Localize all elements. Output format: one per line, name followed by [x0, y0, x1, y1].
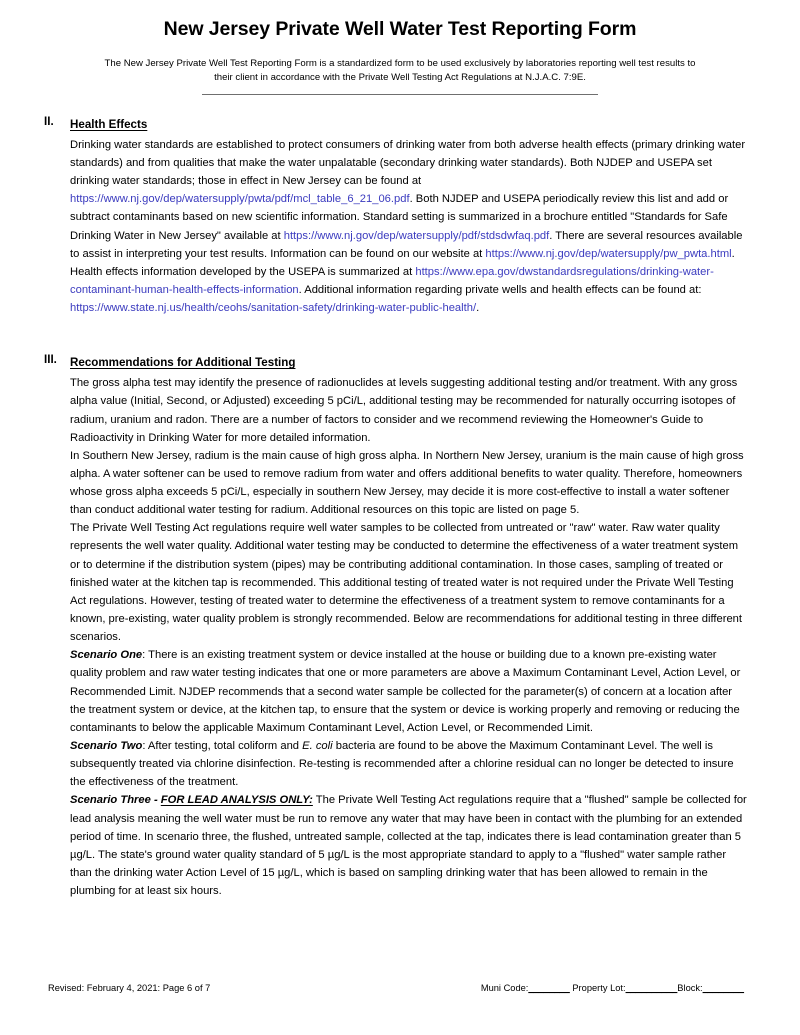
recommendations-paragraph-3: The Private Well Testing Act regulations require well water samples to be collected from untreated or "raw" water. Raw water quality represents the well water quality. Additional water testing may be conducted to determine the effectiveness of a water treatment system or to determine if the distribution system (pipes) may be contributing additional contamination. In those cases, sampling of treated or finished water at the kitchen tap is recommended. This additional testing of treated water is not required under the Private Well Testing Act regulations. However, testing of treated water to determine the effectiveness of a treatment system to remove contaminants for a known, pre-existing, water quality problem is strongly recommended. Below are recommendations for additional testing in three different scenarios.	[70, 522, 743, 644]
link-state-nj-drinking-water[interactable]: https://www.state.nj.us/health/ceohs/sanitation-safety/drinking-water-public-health/	[70, 302, 477, 315]
scenario-one-label: Scenario One	[70, 649, 143, 662]
link-mcl-table[interactable]: https://www.nj.gov/dep/watersupply/pwta/pdf/mcl_table_6_21_06.pdf	[70, 193, 410, 206]
property-lot-label: Property Lot:	[569, 983, 626, 993]
section-recommendations	[0, 353, 800, 900]
link-stdsdwfaq[interactable]: https://www.nj.gov/dep/watersupply/pdf/stdsdwfaq.pdf	[283, 229, 550, 242]
page-footer	[0, 983, 800, 993]
scenario-one-paragraph	[70, 646, 750, 737]
section-heading-health-effects: Health Effects	[70, 117, 148, 131]
document-subtitle: The New Jersey Private Well Test Reporting Form is a standardized form to be used exclusively by laboratories reporting well test results to their client in accordance with the Private Well Testing Act Regulations at N.J.A.C. 7:9E.	[104, 58, 696, 83]
recommendations-paragraph-2: In Southern New Jersey, radium is the main cause of high gross alpha. In Northern New Jersey, uranium is the main cause of high gross alpha. A water softener can be used to remove radium from water and offers additional benefits to water quality. Therefore, homeowners whose gross alpha exceeds 5 pCi/L, especially in southern New Jersey, may decide it is more cost-effective to install a water softener than conduct additional water testing for radium. Additional resources on this topic are listed on page 5.	[70, 449, 744, 517]
footer-revision-text: Revised: February 4, 2021: Page 6 of 7	[48, 983, 211, 993]
he-text-5: . Additional information regarding private wells and health effects can be found at:	[298, 283, 702, 296]
muni-code-label: Muni Code:	[480, 983, 529, 993]
section-health-effects	[0, 115, 800, 317]
he-text-2: . Both NJDEP and USEPA periodically review this list and add or subtract contaminants based on new scientific information. Standard setting is summarized in a brochure entitled "Standards for Safe Drinking Water in New Jersey" available at	[70, 193, 729, 242]
scenario-two-paragraph	[70, 737, 750, 791]
scenario-three-text: The Private Well Testing Act regulations require that a "flushed" sample be collected for lead analysis meaning the well water must be run to remove any water that may have been in contact with the plumbing for an extended period of time. In scenario three, the flushed, untreated sample, collected at the tap, indicates there is lead contamination greater than 5 µg/L. The state's ground water quality standard of 5 µg/L is the most appropriate standard to apply to a "flushed" water sample rather than the drinking water Action Level of 15 µg/L, which is based on sampling drinking water that has been allowed to remain in the plumbing for at least six hours.	[70, 794, 747, 898]
scenario-two-text-a: : After testing, total coliform and	[142, 740, 303, 753]
recommendations-paragraph-1: The gross alpha test may identify the presence of radionuclides at levels suggesting additional testing and/or treatment. With any gross alpha value (Initial, Second, or Adjusted) exceeding 5 pCi/L, additional testing may be recommended for naturally occurring isotopes of radium, uranium and radon. There are a number of factors to consider and we recommend reviewing the Homeowner's Guide to Radioactivity in Drinking Water for more detailed information.	[70, 377, 738, 444]
recommendations-body	[70, 374, 750, 900]
health-effects-paragraph	[70, 136, 750, 317]
health-effects-body	[70, 136, 750, 317]
property-lot-blank[interactable]: __________	[625, 983, 678, 993]
page-title: New Jersey Private Well Water Test Reporting Form	[163, 18, 637, 40]
scenario-one-text: : There is an existing treatment system or device installed at the house or building due to a known pre-existing water quality problem and raw water testing indicates that one or more parameters are above a Maximum Contaminant Level, Action Level, or Recommended Limit. NJDEP recommends that a second water sample be collected for the parameter(s) of concern at a location after the treatment system or device, at the kitchen tap, to ensure that the system or device is working properly and removing or reducing the contaminants to below the applicable Maximum Contaminant Level, Action Level, or Recommended Limit.	[70, 649, 741, 734]
scenario-three-emphasis: FOR LEAD ANALYSIS ONLY:	[160, 794, 313, 807]
link-epa-health-effects[interactable]: https://www.epa.gov/dwstandardsregulations/drinking-water-contaminant-human-health-effects-information	[70, 265, 714, 296]
section-heading-row	[70, 353, 750, 371]
scenario-three-label: Scenario Three -	[70, 794, 161, 807]
section-number-recommendations: III.	[44, 353, 57, 367]
he-text-4: . Health effects information developed by the USEPA is summarized at	[70, 247, 735, 278]
block-blank[interactable]: ________	[702, 983, 744, 993]
scenario-three-paragraph	[70, 791, 750, 900]
he-text-3: . There are several resources available to assist in interpreting your test results. Information can be found on our website at	[70, 229, 743, 260]
header-divider	[202, 94, 598, 95]
link-pw-pwta[interactable]: https://www.nj.gov/dep/watersupply/pw_pwta.html	[485, 247, 732, 260]
scenario-two-text-b: bacteria are found to be above the Maximum Contaminant Level. The well is subsequently treated via chlorine disinfection. Re-testing is recommended after a chlorine residual can no longer be detected to insure the effectiveness of the treatment.	[70, 740, 734, 789]
muni-code-blank[interactable]: ________	[528, 983, 570, 993]
section-heading-recommendations: Recommendations for Additional Testing	[70, 356, 296, 370]
section-number-health-effects: II.	[44, 114, 54, 128]
footer-property-fields	[481, 983, 752, 993]
he-text-1: Drinking water standards are established to protect consumers of drinking water from both adverse health effects (primary drinking water standards) and from qualities that make the water unpalatable (secondary drinking water standards). Both NJDEP and USEPA set drinking water standards; those in effect in New Jersey can be found at	[70, 138, 746, 188]
he-text-6: .	[476, 302, 480, 315]
scenario-two-species-name: E. coli	[302, 740, 333, 753]
scenario-two-label: Scenario Two	[70, 740, 143, 753]
block-label: Block:	[677, 983, 703, 993]
section-heading-row	[70, 115, 750, 133]
